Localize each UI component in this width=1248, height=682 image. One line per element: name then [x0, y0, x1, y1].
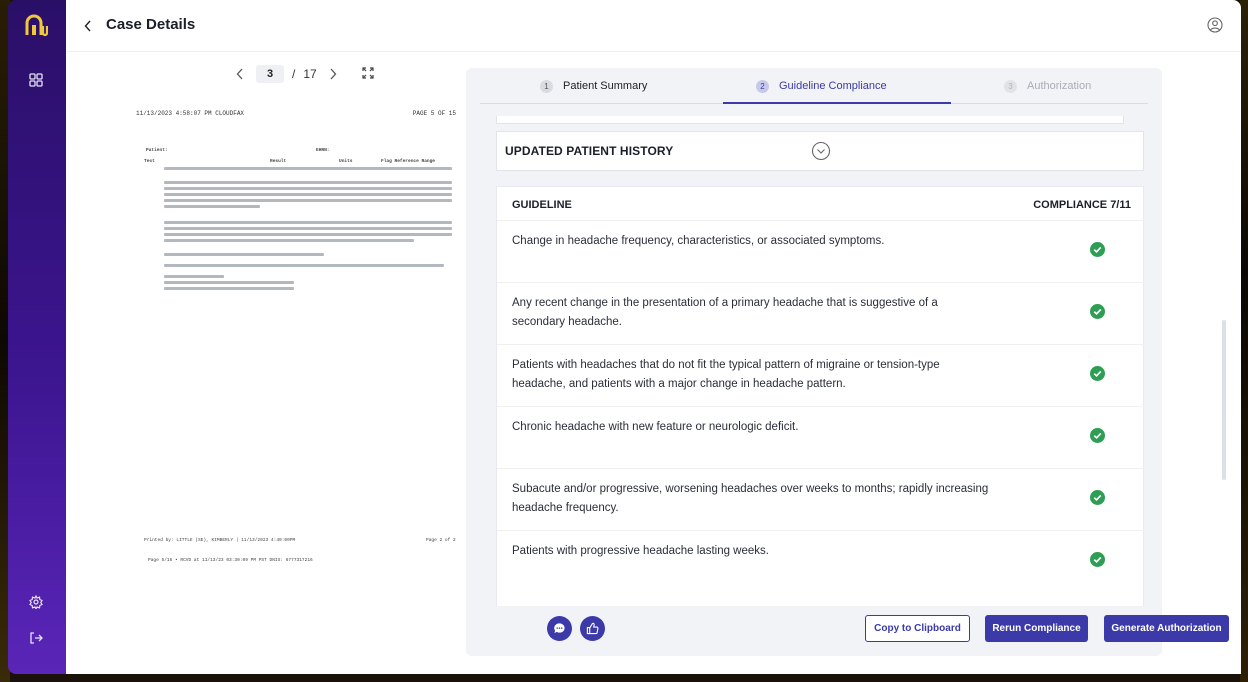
guideline-text: Any recent change in the presentation of a primary headache that is suggestive of a secondary headache. [512, 297, 938, 328]
guideline-table-header [497, 187, 1145, 221]
tab-guideline-compliance[interactable] [756, 68, 887, 104]
guideline-text: Patients with headaches that do not fit the typical pattern of migraine or tension-type headache, and patients with a major change in headache pattern. [512, 359, 940, 390]
compliance-scrollbar[interactable] [1222, 320, 1226, 480]
guideline-row [497, 221, 1145, 283]
document-viewer [66, 52, 532, 674]
grid-icon[interactable] [26, 70, 46, 90]
chat-icon [553, 622, 566, 635]
chevron-left-icon [84, 20, 92, 32]
total-pages: 17 [303, 67, 317, 81]
guideline-row [497, 407, 1145, 469]
doc-footer-page: Page 2 of 2 [426, 538, 456, 543]
doc-header-left: 11/13/2023 4:58:07 PM CLOUDFAX [136, 110, 245, 117]
guideline-text: Patients with progressive headache lasting weeks. [512, 545, 769, 557]
check-circle-icon [1090, 428, 1105, 443]
doc-text-line [164, 199, 452, 202]
doc-text-line [164, 239, 414, 242]
tab-number: 3 [1004, 80, 1017, 93]
guideline-table [496, 186, 1144, 606]
doc-test-label: Test [144, 159, 155, 164]
guideline-text: Change in headache frequency, characteristics, or associated symptoms. [512, 235, 885, 247]
page-navigator [232, 62, 341, 86]
doc-footer-printed-by: Printed by: LITTLE (SE), KIMBERLY | 11/13/2023 4:40:00PM [144, 538, 296, 543]
doc-flag-label: Flag Reference Range [381, 159, 436, 164]
app-bottom-edge [66, 664, 1241, 674]
doc-header [136, 110, 456, 117]
check-circle-icon [1090, 366, 1105, 381]
doc-units-label: Units [339, 159, 353, 164]
check-circle-icon [1090, 304, 1105, 319]
previous-card-edge [496, 116, 1124, 124]
page-title: Case Details [106, 16, 196, 33]
tab-number: 1 [540, 80, 553, 93]
tab-patient-summary[interactable] [540, 68, 647, 104]
doc-text-line [164, 233, 452, 236]
doc-text-line [164, 227, 452, 230]
doc-text-line [164, 253, 324, 256]
doc-text-line [164, 287, 294, 290]
check-circle-icon [1090, 490, 1105, 505]
doc-fax-footer: Page 5/15 • RCVD at 11/13/23 03:30:09 PM PST DNIS: 6777317216 [148, 558, 313, 563]
tab-number: 2 [756, 80, 769, 93]
patient-history-accordion[interactable] [496, 131, 1144, 171]
doc-text-line [164, 193, 452, 196]
guideline-row [497, 345, 1145, 407]
compliance-content [480, 116, 1160, 606]
tab-label: Patient Summary [563, 80, 648, 92]
tab-label: Authorization [1027, 80, 1092, 92]
chevron-left-icon [236, 68, 244, 80]
patient-history-title: UPDATED PATIENT HISTORY [505, 144, 674, 158]
guideline-text: Chronic headache with new feature or neurologic deficit. [512, 421, 799, 433]
thumbs-up-icon [586, 622, 599, 635]
check-circle-icon [1090, 242, 1105, 257]
guideline-text: Subacute and/or progressive, worsening headaches over weeks to months; rapidly increasing headache frequency. [512, 483, 989, 514]
check-circle-icon [1090, 552, 1105, 567]
back-button[interactable] [80, 16, 96, 36]
doc-text-line [164, 264, 444, 267]
doc-result-label: Result [270, 159, 287, 164]
action-footer [466, 610, 1222, 646]
tab-label: Guideline Compliance [779, 80, 887, 92]
current-page-input[interactable]: 3 [256, 65, 284, 83]
page-header [66, 0, 1241, 52]
user-circle-icon[interactable] [1207, 17, 1223, 33]
prev-page-button[interactable] [232, 64, 248, 84]
page-separator: / [292, 67, 296, 81]
logout-icon[interactable] [26, 628, 46, 648]
doc-text-line [164, 167, 452, 170]
chevron-right-icon [329, 68, 337, 80]
doc-text-line [164, 281, 294, 284]
expand-icon[interactable] [362, 66, 376, 80]
app-logo[interactable] [24, 14, 48, 38]
tab-authorization[interactable] [1004, 68, 1091, 104]
guideline-row [497, 531, 1145, 593]
feedback-button[interactable] [580, 616, 605, 641]
document-page [136, 110, 466, 580]
doc-patient-label: Patient: [146, 148, 168, 153]
guideline-row [497, 469, 1145, 531]
guideline-row [497, 283, 1145, 345]
generate-authorization-button[interactable]: Generate Authorization [1104, 615, 1229, 642]
doc-ehrn-label: EHRN: [316, 148, 330, 153]
chat-button[interactable] [547, 616, 572, 641]
copy-to-clipboard-button[interactable]: Copy to Clipboard [865, 615, 970, 642]
rerun-compliance-button[interactable]: Rerun Compliance [985, 615, 1088, 642]
guideline-column-header: GUIDELINE [512, 199, 572, 211]
compliance-panel [466, 68, 1162, 656]
doc-text-line [164, 187, 452, 190]
doc-text-line [164, 181, 452, 184]
chevron-down-icon[interactable] [811, 141, 831, 161]
background-edge-right [1240, 0, 1248, 682]
doc-text-line [164, 275, 224, 278]
step-tabs [480, 68, 1148, 104]
doc-header-right: PAGE 5 OF 15 [412, 110, 456, 117]
next-page-button[interactable] [325, 64, 341, 84]
compliance-column-header: COMPLIANCE 7/11 [1033, 199, 1131, 211]
gear-icon[interactable] [26, 592, 46, 612]
sidebar [8, 0, 66, 674]
doc-text-line [164, 221, 452, 224]
doc-text-line [164, 205, 260, 208]
active-tab-indicator [723, 102, 951, 104]
